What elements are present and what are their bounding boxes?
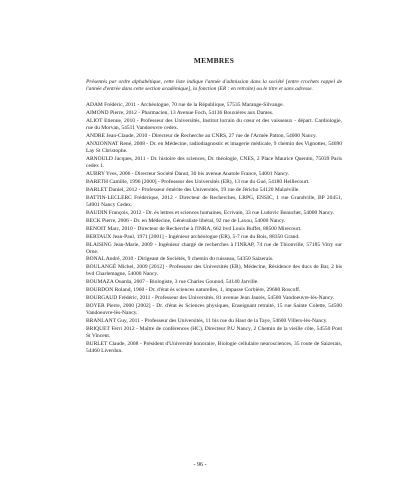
member-entry: BRANLANT Guy, 2011 - Professeur des Universités, 11 bis rue du Haut de la Taye, 54600 Villers-lès-Nancy. xyxy=(86,318,328,325)
member-entry: ADAM Frédéric, 2011 - Archéologue, 70 rue de la République, 57535 Marange-Silvange. xyxy=(86,102,284,109)
page-number: - 96 - xyxy=(193,462,207,468)
document-page xyxy=(86,56,342,356)
member-entry: ANDRE Jean-Claude, 2010 - Directeur de Recherche au CNRS, 27 rue de l'Armée Patton, 54000 Nancy. xyxy=(86,133,317,140)
member-entry: BECK Pierre, 2006 - Dr. en Médecine, Généraliste libéral, 92 rue de Laxou, 54000 Nancy. xyxy=(86,217,286,224)
members-list xyxy=(86,102,342,355)
member-entry: BOURGAUD Frédéric, 2011 - Professeur des Universités, 81 avenue Jean Jaurès, 54500 Vandoeuvre-lès-Nancy. xyxy=(86,295,334,302)
page-title: MEMBRES xyxy=(193,56,235,65)
member-entry: BENOIT Marc, 2010 - Directeur de Recherche à l'INRA, 662 bvd Louis Buffet, 88500 Mirecourt. xyxy=(86,225,302,232)
member-entry: BAUDIN François, 2012 - Dr. ès lettres et sciences humaines, Ecrivain, 33 rue Ludovic Beauchet, 54000 Nancy. xyxy=(86,209,334,216)
member-entry: BOUMAZA Ouarda, 2007 - Biologiste, 3 rue Charles Gounod, 54140 Jarville. xyxy=(86,279,259,286)
member-entry: BOULANGÉ Michel, 2009 [2012] - Professeur des Universités (ER), Médecine, Résidence des ducs de Bar, 2 bis bvd Charlemagne, 54000 Nancy. xyxy=(86,264,342,278)
member-entry: BURLET Claude, 2008 - Président d'Université honoraire, Biologie cellulaire neurosciences, 35 route de Saizerais, 54460 Liverdun. xyxy=(86,341,342,355)
member-entry: BOURDON Roland, 1960 - Dr. d'état ès sciences naturelles, 1, impasse Corbière, 29680 Roscoff. xyxy=(86,287,301,294)
member-entry: ANXIONNAT René, 2008 - Dr. en Médecine, radiodiagnostic et imagerie médicale, 9 chemin des Vignottes, 54690 Lay St Christophe. xyxy=(86,140,342,155)
member-entry: AUBRY Yves, 2006 - Directeur Société Danut, 30 bis avenue Anatole France, 54001 Nancy. xyxy=(86,170,290,177)
member-entry: ALIOT Etienne, 2010 - Professeur des Universités, Institut lorrain du cœur et des vaisseaux - départ. Cardiologie, rue du Morvan, 54511 Vandoeuvre cedex. xyxy=(86,118,342,132)
member-entry: BARETH Camille, 1996 [2000] - Professeur des Universités (ER), 13 rue du Gué, 54180 Heillecourt. xyxy=(86,178,310,185)
member-entry: BLAISING Jean-Marie, 2009 - Ingénieur chargé de recherches à l'INRAP, 74 rue de Thionville, 57185 Vitry sur Orne. xyxy=(86,241,342,255)
member-entry: AIMOND Pierre, 2012 - Pharmacien, 13 Avenue Foch, 54136 Bouxières aux Dames. xyxy=(86,110,274,117)
member-entry: BARLET Daniel, 2012 - Professeur émérite des Universités, 19 rue de Jéricho 54120 Malzéville. xyxy=(86,186,300,193)
member-entry: ARNOULD Jacques, 2011 - Dr. histoire des sciences, Dr. théologie, CNES, 2 Place Maurice Quentin, 75039 Paris cedex 1. xyxy=(86,155,342,170)
member-entry: BRIQUET Ferri 2012 - Maître de conférences (HC), Directeur P.U Nancy, 2 Chemin de la vieille côte, 54550 Pont St Vincent. xyxy=(86,326,342,340)
member-entry: BOYER Pierre, 2000 [2002] - Dr. d'état ès Sciences physiques, Enseignant retraité, 15 rue Sainte Colette, 54500 Vandoeuvre-lès-Nancy. xyxy=(86,303,342,317)
member-entry: BATTIN-LECLERC Frédérique, 2012 - Directeur de Recherches, LRPG, ENSIC, 1 rue Grandville, BP 20451, 54001 Nancy Cedex. xyxy=(86,194,342,208)
intro-paragraph: Présentés par ordre alphabétique, cette liste indique l'année d'admission dans la société [entre crochets rappel de l'année d'entrée dans cette section académique], la fonction (ER : en retraite) ou le titre et sans adresse. xyxy=(86,79,342,93)
member-entry: BONAL André, 2010 - Dirigeant de Sociétés, 9 chemin du ruisseau, 54350 Saizerais. xyxy=(86,256,274,263)
member-entry: BERTAUX Jean-Paul, 1971 [2001] - Ingénieur archéologue (ER), 5-7 rue du Bois, 88350 Grand. xyxy=(86,233,300,240)
